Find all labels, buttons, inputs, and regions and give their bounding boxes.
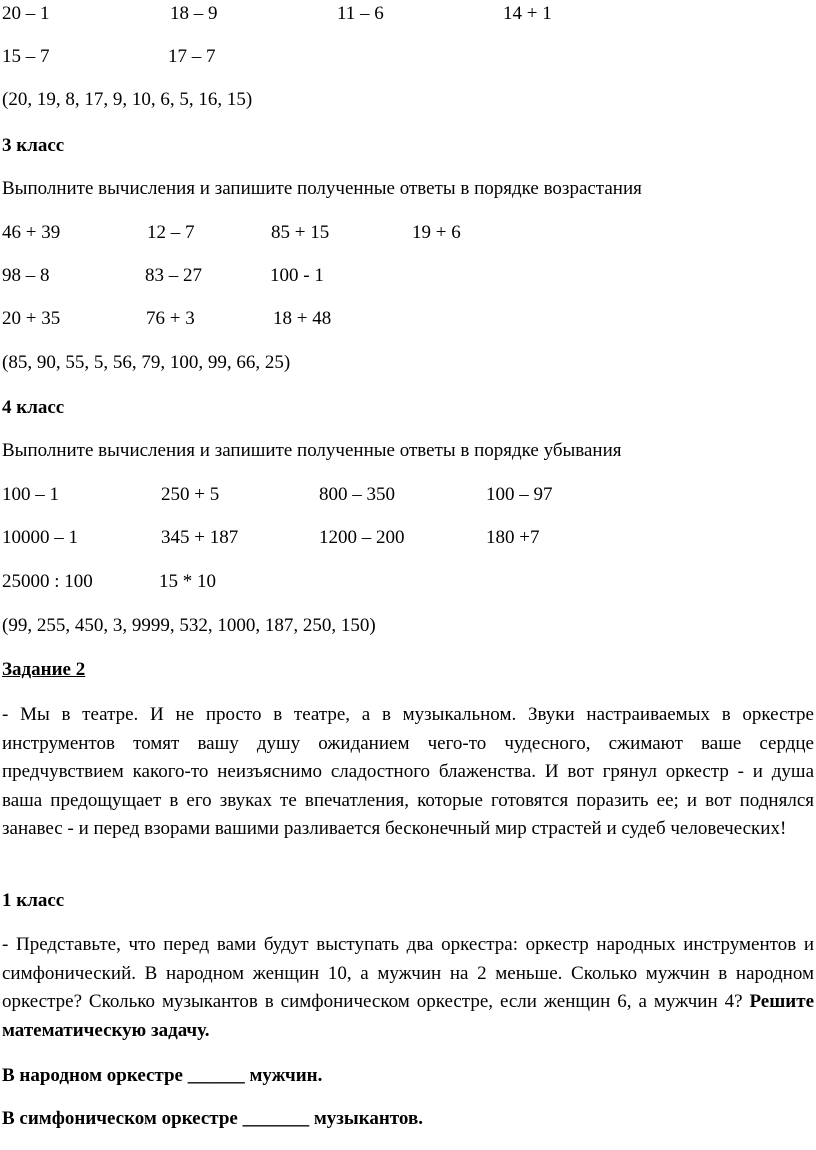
- grade3-answers: (85, 90, 55, 5, 56, 79, 100, 99, 66, 25): [2, 352, 291, 373]
- expression: 25000 : 100: [2, 571, 93, 592]
- expression: 15 – 7: [2, 46, 50, 67]
- expression: 17 – 7: [168, 46, 216, 67]
- expression: 83 – 27: [145, 265, 202, 286]
- expression: 345 + 187: [161, 527, 239, 548]
- expression: 15 * 10: [159, 571, 216, 592]
- expression: 12 – 7: [147, 222, 195, 243]
- expression: 85 + 15: [271, 222, 330, 243]
- expression: 18 – 9: [170, 3, 218, 24]
- grade2-answers: (20, 19, 8, 17, 9, 10, 6, 5, 16, 15): [2, 89, 253, 110]
- task2-grade1-heading: 1 класс: [2, 890, 65, 911]
- expression: 10000 – 1: [2, 527, 78, 548]
- expression: 20 – 1: [2, 3, 50, 24]
- grade3-heading: 3 класс: [2, 135, 65, 156]
- expression: 1200 – 200: [319, 527, 405, 548]
- expression: 20 + 35: [2, 308, 61, 329]
- grade4-instruction: Выполните вычисления и запишите полученные ответы в порядке убывания: [2, 440, 622, 461]
- grade4-heading: 4 класс: [2, 397, 65, 418]
- problem-instruction: Решите математическую задачу.: [2, 991, 814, 1041]
- expression: 100 – 97: [486, 484, 553, 505]
- expression: 11 – 6: [337, 3, 384, 24]
- expression: 250 + 5: [161, 484, 220, 505]
- task2-story: - Мы в театре. И не просто в театре, а в музыкальном. Звуки настраиваемых в оркестре инструментов томят вашу душу ожиданием чего-то чудесного, сжимают ваше сердце предчувствием какого-то неизъяснимо сладостного блаженства. И вот грянул оркестр - и душа ваша предощущает в его звуках те впечатления, которые готовятся поразить ее; и вот поднялся занавес - и перед взорами вашими разливается бесконечный мир страстей и судеб человеческих!: [2, 704, 814, 840]
- grade4-answers: (99, 255, 450, 3, 9999, 532, 1000, 187, 250, 150): [2, 615, 376, 636]
- task2-heading: Задание 2: [2, 659, 86, 680]
- expression: 98 – 8: [2, 265, 50, 286]
- grade3-instruction: Выполните вычисления и запишите полученные ответы в порядке возрастания: [2, 178, 642, 199]
- answer-line-symphony-orchestra: В симфоническом оркестре _______ музыкантов.: [2, 1108, 423, 1129]
- expression: 800 – 350: [319, 484, 395, 505]
- problem-text: - Представьте, что перед вами будут выступать два оркестра: оркестр народных инструментов и симфонический. В народном женщин 10, а мужчин на 2 меньше. Сколько мужчин в народном оркестре? Сколько музыкантов в симфоническом оркестре, если женщин 6, а мужчин 4?: [2, 934, 814, 1013]
- expression: 18 + 48: [273, 308, 332, 329]
- expression: 14 + 1: [503, 3, 552, 24]
- expression: 180 +7: [486, 527, 540, 548]
- expression: 100 - 1: [270, 265, 324, 286]
- task2-grade1-problem: [2, 931, 814, 1045]
- expression: 19 + 6: [412, 222, 461, 243]
- answer-line-folk-orchestra: В народном оркестре ______ мужчин.: [2, 1065, 323, 1086]
- expression: 46 + 39: [2, 222, 61, 243]
- expression: 76 + 3: [146, 308, 195, 329]
- expression: 100 – 1: [2, 484, 59, 505]
